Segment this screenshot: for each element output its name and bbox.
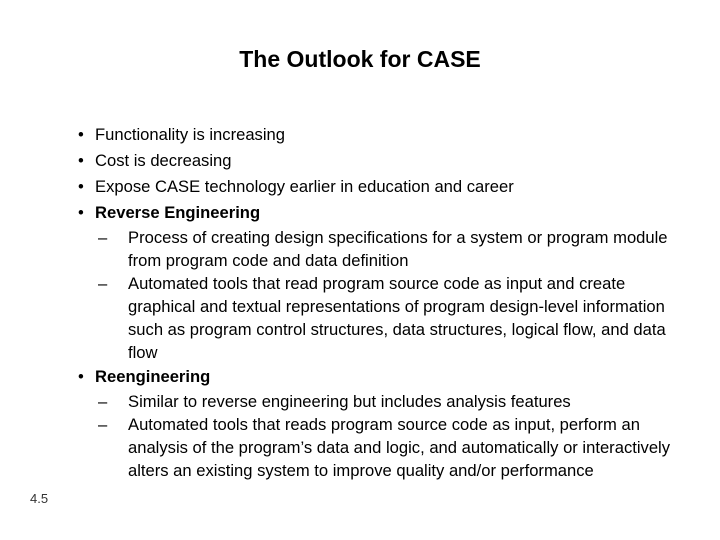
bullet-dot: •: [78, 203, 84, 222]
sub-bullet-dash: –: [98, 274, 108, 293]
bullet-dot: •: [78, 177, 84, 196]
bullet-dot: •: [78, 125, 84, 144]
bullet-item: [78, 122, 682, 148]
bullet-text: Reengineering: [95, 367, 211, 386]
sub-bullet-item: [82, 413, 682, 482]
sub-bullet-text: Automated tools that read program source code as input and create graphical and textual representations of program design-level information such as program control structures, data structures, logical flow, and data flow: [128, 274, 666, 362]
bullet-item-reengineering: [78, 364, 682, 390]
sub-bullet-dash: –: [98, 415, 108, 434]
bullet-item: [78, 174, 682, 200]
sub-bullet-dash: –: [98, 392, 108, 411]
sub-bullet-item: [82, 390, 682, 413]
slide-title: The Outlook for CASE: [239, 46, 481, 72]
sub-bullet-dash: –: [98, 228, 108, 247]
slide-number: 4.5: [30, 491, 49, 506]
bullet-text: Reverse Engineering: [95, 203, 261, 222]
sub-bullet-item: [82, 226, 682, 272]
bullet-text: Functionality is increasing: [95, 125, 285, 144]
bullet-dot: •: [78, 367, 84, 386]
bullet-item-reverse-engineering: [78, 200, 682, 226]
bullet-list: [78, 122, 682, 482]
sub-bullet-text: Automated tools that reads program source code as input, perform an analysis of the program’s data and logic, and automatically or interactively alters an existing system to improve quality and/or performance: [128, 415, 671, 480]
bullet-dot: •: [78, 151, 84, 170]
sub-bullet-item: [82, 272, 682, 364]
bullet-item: [78, 148, 682, 174]
bullet-text: Expose CASE technology earlier in education and career: [95, 177, 514, 196]
sub-bullet-text: Process of creating design specifications for a system or program module from program code and data definition: [128, 228, 668, 270]
sub-bullet-text: Similar to reverse engineering but includes analysis features: [128, 392, 571, 411]
bullet-text: Cost is decreasing: [95, 151, 232, 170]
